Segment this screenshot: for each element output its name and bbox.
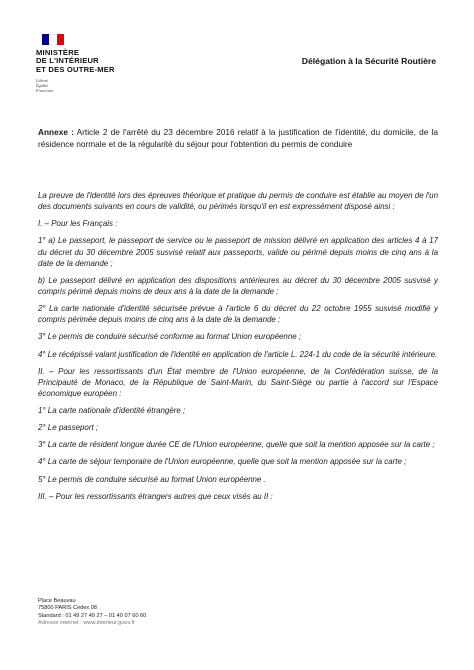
paragraph: 1° La carte nationale d'identité étrangère ; [38,406,186,416]
paragraph: La preuve de l'identité lors des épreuves théorique et pratique du permis de conduire est établie au moyen de l'un des documents suivants en cours de validité, ou périmés lorsqu'il en est expressément disposé ainsi : [38,191,438,212]
republic-motto [36,78,156,93]
paragraph: 2° La carte nationale d'identité sécurisée prévue à l'article 6 du décret du 22 octobre 1955 susvisé modifié y compris périmée depuis moins de cinq ans à la date de la demande ; [38,304,438,325]
ministry-name [36,49,156,74]
ministry-logo [36,34,156,93]
paragraph: III. – Pour les ressortissants étrangers autres que ceux visés au II : [38,491,273,501]
paragraph: 2° Le passeport ; [38,423,99,433]
paragraph: 4° Le récépissé valant justification de l'identité en application de l'article L. 224-1 du code de la sécurité intérieure. [38,349,438,359]
paragraph: 5° Le permis de conduire sécurisé au format Union européenne . [38,474,266,484]
ministry-line: ET DES OUTRE-MER [36,64,115,74]
delegation-title: Délégation à la Sécurité Routière [301,56,436,66]
annexe-text: Article 2 de l'arrêté du 23 décembre 2016 relatif à la justification de l'identité, du domicile, de la résidence normale et de la régularité du séjour pour l'obtention du permis de conduire [38,127,438,150]
paragraph: 3° Le permis de conduire sécurisé conforme au format Union européenne ; [38,332,302,342]
website-line: Adresse internet : www.interieur.gouv.fr [38,620,135,627]
document-body [38,190,438,508]
marianne-flag-icon [42,34,64,45]
paragraph: II. – Pour les ressortissants d'un État membre de l'Union européenne, de la Confédération suisse, de la Principauté de Monaco, de la République de Saint-Marin, du Saint-Siège ou partie à l'accord sur l'Espace économique européen : [38,366,438,399]
footer-line: 75800 PARIS Cedex 08 [38,605,97,612]
paragraph: I. – Pour les Français : [38,219,118,229]
annexe-heading [38,126,438,151]
address-footer [38,598,146,628]
motto-line: Liberté [36,78,49,84]
ministry-line: MINISTÈRE [36,48,80,57]
paragraph: 4° La carte de séjour temporaire de l'Union européenne, quelle que soit la mention apposée sur la carte ; [38,457,407,467]
ministry-line: DE L'INTÉRIEUR [36,56,99,66]
paragraph: 3° La carte de résident longue durée CE de l'Union européenne, quelle que soit la mention apposée sur la carte ; [38,440,435,450]
annexe-label: Annexe : [38,127,74,137]
motto-line: Égalité [36,83,49,89]
paragraph: 1° a) Le passeport, le passeport de service ou le passeport de mission délivré en application des articles 4 à 17 du décret du 30 décembre 2005 susvisé relatif aux passeports, valide ou périmé depuis moins de cinq ans à la date de la demande ; [38,236,438,268]
paragraph: b) Le passeport délivré en application des dispositions antérieures au décret du 30 décembre 2005 susvisé y compris périmé depuis moins de deux ans à la date de la demande ; [38,275,438,297]
document-header [0,0,474,110]
footer-line: Standard : 01 49 27 49 27 – 01 40 07 60 60 [38,612,147,619]
motto-line: Fraternité [36,88,54,94]
footer-line: Place Beauvau [38,598,76,604]
